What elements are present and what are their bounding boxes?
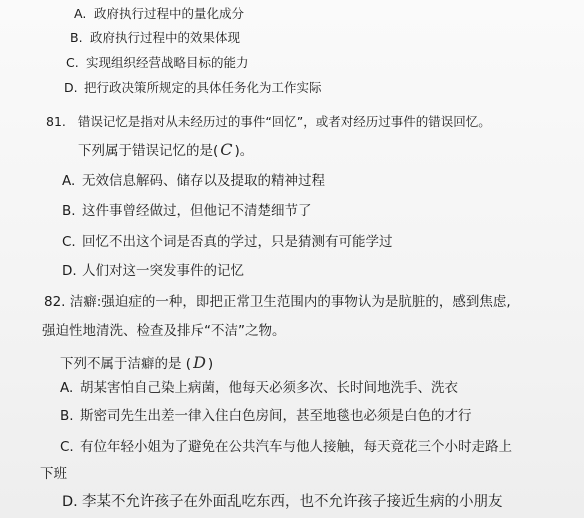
question-stem: 洁癖:强迫症的一种，即把正常卫生范围内的事物认为是肮脏的，感到焦虑,: [69, 294, 511, 310]
prev-option-c: [66, 57, 249, 70]
handwritten-answer: C: [220, 140, 233, 159]
question-number: 81.: [46, 114, 66, 129]
q81-option-c: [62, 236, 393, 250]
option-letter: A.: [74, 6, 87, 21]
option-letter: A.: [60, 380, 74, 396]
option-letter: A.: [62, 173, 76, 189]
question-prompt: 下列不属于洁癖的是: [60, 356, 182, 372]
prev-option-b: [70, 32, 240, 45]
option-text: 李某不允许孩子在外面乱吃东西，也不允许孩子接近生病的小朋友: [82, 494, 503, 510]
option-text: 这件事曾经做过，但他记不清楚细节了: [82, 203, 312, 219]
q82-stem-line1: [44, 296, 511, 310]
option-letter: B.: [70, 30, 83, 45]
option-text: 政府执行过程中的效果体现: [90, 30, 241, 45]
option-text: 政府执行过程中的量化成分: [94, 6, 245, 21]
question-prompt: 下列属于错误记忆的是: [78, 143, 213, 159]
option-text: 胡某害怕自己染上病菌，他每天必须多次、长时间地洗手、洗衣: [80, 380, 458, 396]
option-text: 斯密司先生出差一律入住白色房间，甚至地毯也必须是白色的才行: [80, 408, 472, 424]
option-letter: D.: [62, 263, 77, 279]
option-text: 无效信息解码、储存以及提取的精神过程: [82, 173, 325, 189]
question-stem: 强迫性地清洗、检查及排斥“不洁”之物。: [42, 323, 286, 339]
q82-prompt: [60, 355, 213, 372]
handwritten-answer: D: [193, 353, 206, 372]
paren-close: )。: [234, 143, 254, 159]
option-text: 有位年轻小姐为了避免在公共汽车与他人接触，每天竟花三个小时走路上: [80, 439, 512, 455]
option-letter: C.: [66, 55, 79, 70]
q81-option-a: [62, 175, 325, 189]
option-letter: B.: [62, 203, 76, 219]
q81-stem: [46, 116, 491, 129]
prev-option-d: [64, 82, 322, 95]
q81-prompt: [78, 142, 253, 159]
question-stem: 错误记忆是指对从未经历过的事件“回忆”，或者对经历过事件的错误回忆。: [77, 114, 491, 129]
option-text: 下班: [40, 466, 67, 482]
option-letter: D.: [64, 80, 78, 95]
option-text: 人们对这一突发事件的记忆: [82, 263, 244, 279]
option-text: 实现组织经营战略目标的能力: [86, 55, 249, 70]
q82-option-c-continuation: [40, 468, 67, 482]
q81-option-b: [62, 205, 312, 219]
q82-option-d: [62, 495, 503, 510]
paren-open: (: [185, 356, 192, 372]
q82-option-b: [60, 410, 472, 424]
paren-close: ): [207, 356, 214, 372]
q81-option-d: [62, 265, 244, 279]
question-number: 82.: [44, 294, 66, 310]
option-text: 回忆不出这个词是否真的学过，只是猜测有可能学过: [82, 234, 393, 250]
option-letter: C.: [60, 439, 74, 455]
option-letter: B.: [60, 408, 74, 424]
option-text: 把行政决策所规定的具体任务化为工作实际: [84, 80, 322, 95]
option-letter: D.: [62, 494, 78, 510]
q82-option-a: [60, 382, 458, 396]
paren-open: (: [213, 143, 219, 159]
q82-option-c: [60, 441, 512, 455]
prev-option-a: [74, 8, 244, 21]
option-letter: C.: [62, 234, 76, 250]
q82-stem-line2: [42, 325, 286, 339]
